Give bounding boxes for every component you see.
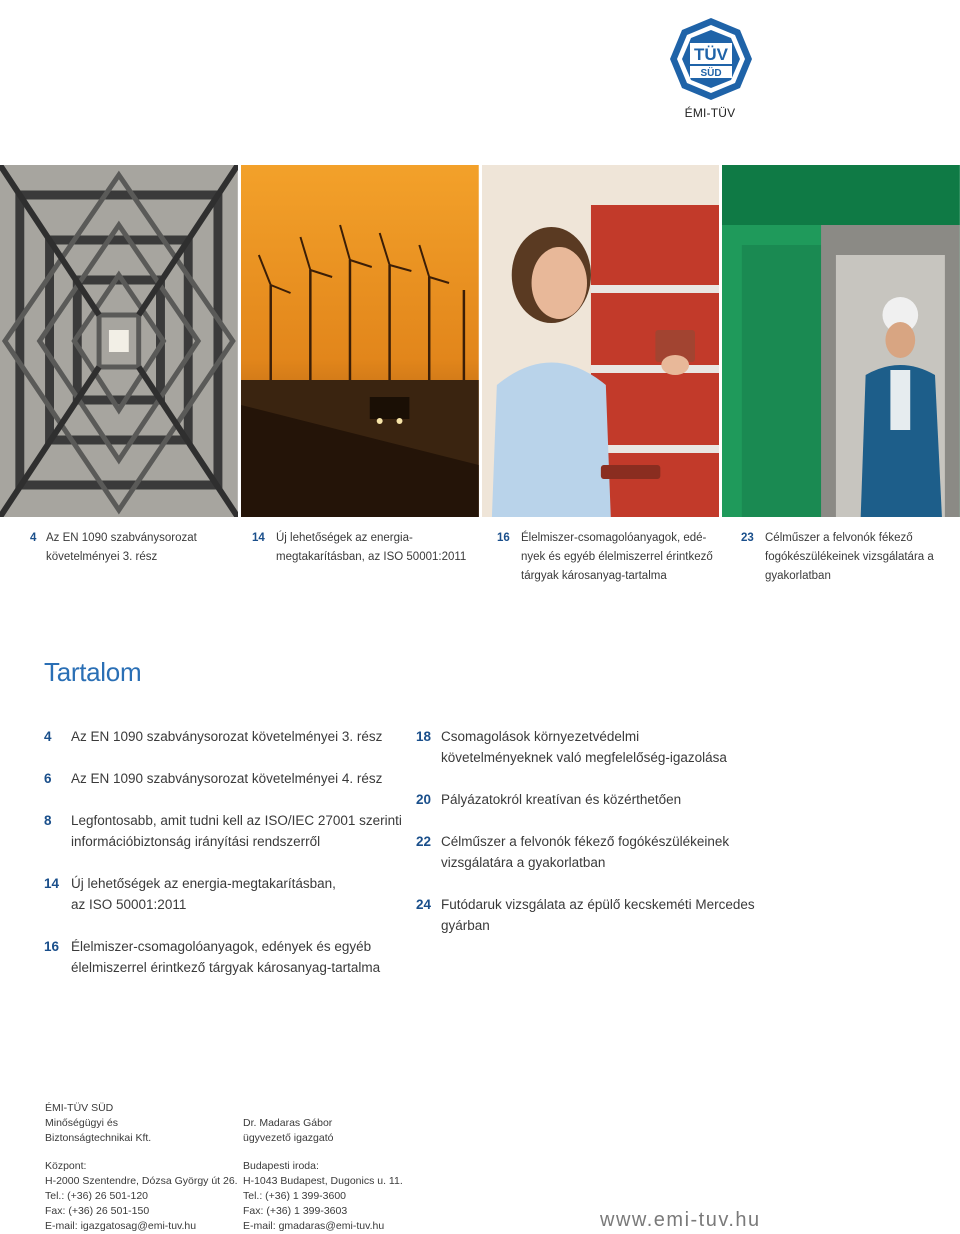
toc-page-number: 16	[44, 939, 60, 954]
caption-line: tárgyak károsanyag-tartalma	[521, 570, 667, 582]
budapest-label: Budapesti iroda:	[243, 1160, 319, 1172]
steel-tower-photo	[0, 165, 238, 517]
caption-line: nyek és egyéb élelmiszerrel érintkező	[521, 551, 713, 563]
toc-item-text: élelmiszerrel érintkező tárgyak károsanyag-tartalma	[71, 960, 381, 975]
caption-line: Új lehetőségek az energia-	[276, 532, 413, 544]
toc-page-number: 22	[416, 834, 432, 849]
woman-food-packaging-photo	[482, 165, 720, 517]
hq-fax: Fax: (+36) 26 501-150	[45, 1205, 150, 1217]
toc-item-text: követelményeknek való megfelelőség-igazolása	[441, 750, 727, 765]
caption-line: Az EN 1090 szabványsorozat	[46, 532, 197, 544]
toc-item-text: Legfontosabb, amit tudni kell az ISO/IEC 27001 szerinti	[71, 813, 402, 828]
wind-turbines-photo	[241, 165, 479, 517]
toc-item-text: gyárban	[441, 918, 490, 933]
toc-page-number: 6	[44, 771, 52, 786]
caption-page-number[interactable]: 4	[30, 532, 37, 544]
logo-text-sud: SÜD	[700, 68, 722, 79]
hq-phone: Tel.: (+36) 26 501-120	[45, 1190, 149, 1202]
footer-director	[243, 1116, 333, 1146]
toc-item-text: Futódaruk vizsgálata az épülő kecskeméti Mercedes	[441, 897, 755, 912]
caption-line: megtakarításban, az ISO 50001:2011	[276, 551, 467, 563]
company-name: ÉMI-TÜV SÜD	[45, 1102, 114, 1114]
toc-item-text: az ISO 50001:2011	[71, 897, 187, 912]
caption-line: gyakorlatban	[765, 570, 831, 582]
director-name: Dr. Madaras Gábor	[243, 1117, 333, 1129]
company-name-line: Biztonságtechnikai Kft.	[45, 1132, 152, 1144]
toc-item-text: vizsgálatára a gyakorlatban	[441, 855, 606, 870]
elevator-engineer-photo	[722, 165, 960, 517]
footer-headquarters	[45, 1159, 238, 1234]
toc-item-text: Új lehetőségek az energia-megtakarításban,	[71, 876, 336, 891]
toc-item-text: Pályázatokról kreatívan és közérthetően	[441, 792, 682, 807]
footer-company	[45, 1101, 151, 1146]
toc-item-text: információbiztonság irányítási rendszerről	[71, 834, 321, 849]
toc-page-number: 18	[416, 729, 432, 744]
budapest-address: H-1043 Budapest, Dugonics u. 11.	[243, 1175, 403, 1187]
footer-budapest-office	[243, 1159, 403, 1234]
toc-title: Tartalom	[44, 657, 142, 687]
tuv-sud-logo	[668, 16, 754, 102]
toc-item-text: Az EN 1090 szabványsorozat követelményei 3. rész	[71, 729, 383, 744]
director-title: ügyvezető igazgató	[243, 1132, 334, 1144]
toc-page-number: 14	[44, 876, 60, 891]
budapest-fax: Fax: (+36) 1 399-3603	[243, 1205, 348, 1217]
toc-page-number: 8	[44, 813, 52, 828]
caption-line: fogókészülékeinek vizsgálatára a	[765, 551, 934, 563]
toc-item-text: Az EN 1090 szabványsorozat követelményei 4. rész	[71, 771, 383, 786]
toc-item-text: Élelmiszer-csomagolóanyagok, edények és egyéb	[71, 939, 372, 954]
hq-email[interactable]: E-mail: igazgatosag@emi-tuv.hu	[45, 1220, 197, 1232]
caption-page-number[interactable]: 23	[741, 532, 754, 544]
caption-line: Célműszer a felvonók fékező	[765, 532, 913, 544]
hq-address: H-2000 Szentendre, Dózsa György út 26.	[45, 1175, 238, 1187]
toc-item-text: Célműszer a felvonók fékező fogókészülékeinek	[441, 834, 730, 849]
budapest-email[interactable]: E-mail: gmadaras@emi-tuv.hu	[243, 1220, 385, 1232]
hq-label: Központ:	[45, 1160, 87, 1172]
company-name-line: Minőségügyi és	[45, 1117, 118, 1129]
logo-caption: ÉMI-TÜV	[684, 106, 736, 120]
photo-strip	[0, 165, 960, 517]
caption-page-number[interactable]: 14	[252, 532, 265, 544]
caption-page-number[interactable]: 16	[497, 532, 510, 544]
website-link[interactable]: www.emi-tuv.hu	[600, 1209, 761, 1231]
toc-item-text: Csomagolások környezetvédelmi	[441, 729, 640, 744]
toc-page-number: 24	[416, 897, 432, 912]
caption-line: követelményei 3. rész	[46, 551, 158, 563]
toc-page-number: 4	[44, 729, 52, 744]
caption-line: Élelmiszer-csomagolóanyagok, edé-	[521, 532, 707, 544]
toc-page-number: 20	[416, 792, 432, 807]
budapest-phone: Tel.: (+36) 1 399-3600	[243, 1190, 347, 1202]
logo-text-tuv: TÜV	[694, 45, 728, 64]
